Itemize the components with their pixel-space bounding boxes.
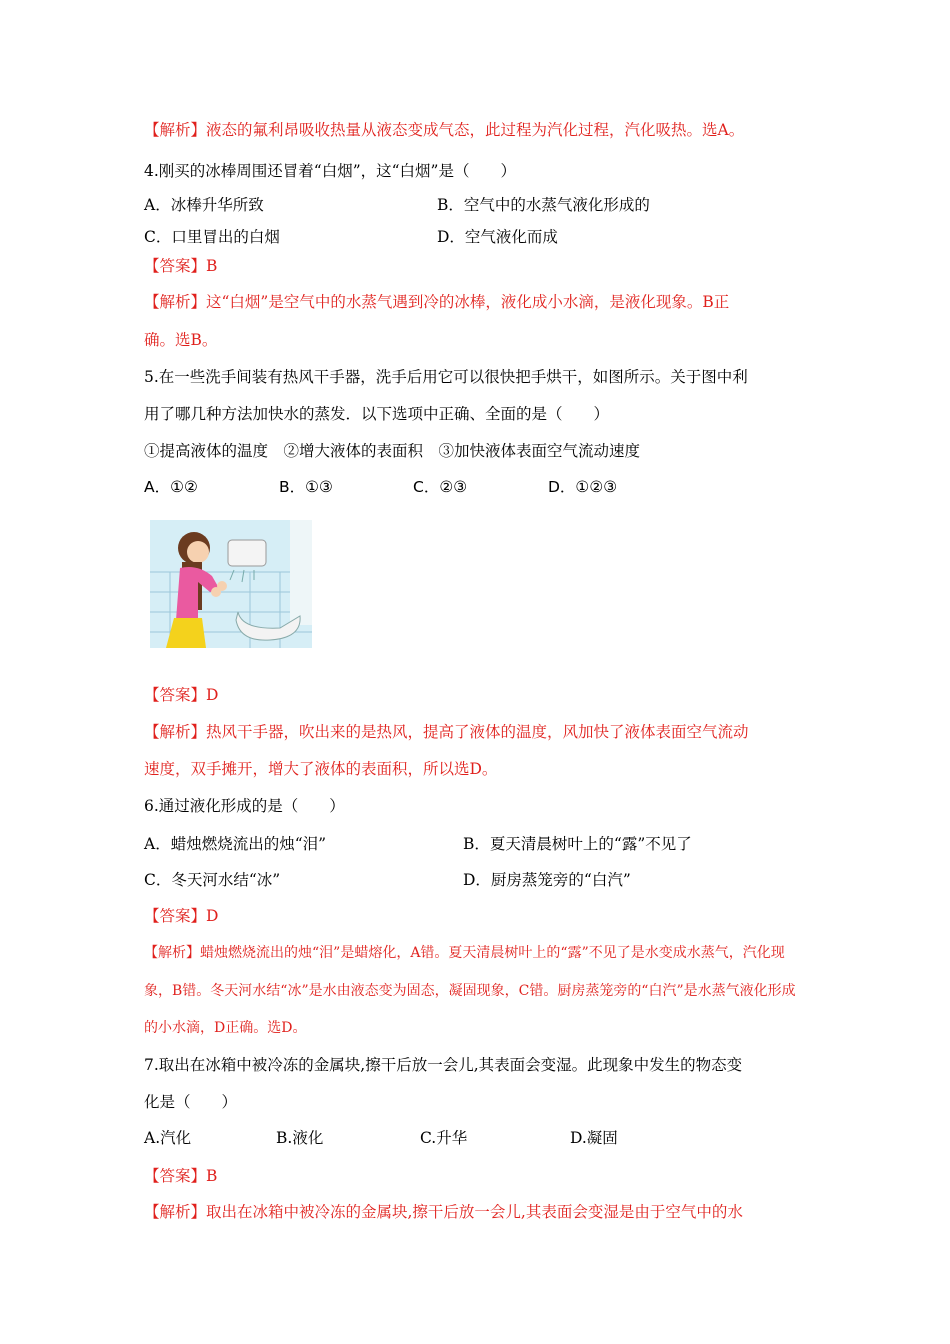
q5-analysis-line1: 【解析】热风干手器，吹出来的是热风，提高了液体的温度，风加快了液体表面空气流动 [144, 723, 749, 741]
q6-option-d: D．厨房蒸笼旁的“白汽” [463, 871, 631, 889]
q7-option-d: D.凝固 [570, 1129, 618, 1147]
q5-option-b: B．①③ [279, 478, 333, 496]
q4-answer: 【答案】B [144, 257, 218, 275]
q5-analysis-line2: 速度，双手摊开，增大了液体的表面积，所以选D。 [144, 760, 498, 778]
q7-option-c: C.升华 [420, 1129, 468, 1147]
q4-analysis-line1: 【解析】这“白烟”是空气中的水蒸气遇到冷的冰棒，液化成小水滴，是液化现象。B正 [144, 293, 730, 311]
q6-option-b: B．夏天清晨树叶上的“露”不见了 [463, 835, 692, 853]
q7-stem-line1: 7.取出在冰箱中被冷冻的金属块,擦干后放一会儿,其表面会变湿。此现象中发生的物态变 [144, 1056, 743, 1074]
q5-answer: 【答案】D [144, 686, 219, 704]
q6-analysis-line2: 象，B错。冬天河水结“冰”是水由液态变为固态，凝固现象，C错。厨房蒸笼旁的“白汽”是水蒸气液化形成 [144, 983, 796, 999]
q6-option-a: A．蜡烛燃烧流出的烛“泪” [144, 835, 327, 853]
q6-option-c: C．冬天河水结“冰” [144, 871, 281, 889]
q7-option-b: B.液化 [276, 1129, 324, 1147]
q4-option-d: D．空气液化而成 [437, 228, 558, 246]
q5-methods: ①提高液体的温度 ②增大液体的表面积 ③加快液体表面空气流动速度 [144, 442, 641, 460]
q4-stem: 4.刚买的冰棒周围还冒着“白烟”，这“白烟”是（ ） [144, 162, 516, 180]
q5-option-a: A．①② [144, 478, 198, 496]
q7-stem-line2: 化是（ ） [144, 1093, 238, 1111]
q4-option-b: B．空气中的水蒸气液化形成的 [437, 196, 650, 214]
q7-analysis-line1: 【解析】取出在冰箱中被冷冻的金属块,擦干后放一会儿,其表面会变湿是由于空气中的水 [144, 1203, 743, 1221]
hand-dryer-illustration [150, 520, 312, 648]
q4-option-c: C．口里冒出的白烟 [144, 228, 280, 246]
q5-option-d: D．①②③ [548, 478, 618, 496]
q6-analysis-line3: 的小水滴，D正确。选D。 [144, 1020, 307, 1036]
q4-option-a: A．冰棒升华所致 [144, 196, 264, 214]
q5-stem-line2: 用了哪几种方法加快水的蒸发．以下选项中正确、全面的是（ ） [144, 405, 610, 423]
q7-option-a: A.汽化 [144, 1129, 192, 1147]
q4-analysis-line2: 确。选B。 [144, 331, 218, 349]
q6-analysis-line1: 【解析】蜡烛燃烧流出的烛“泪”是蜡熔化，A错。夏天清晨树叶上的“露”不见了是水变成水蒸气，汽化现 [144, 945, 785, 961]
q3-analysis: 【解析】液态的氟利昂吸收热量从液态变成气态，此过程为汽化过程，汽化吸热。选A。 [144, 121, 745, 139]
q6-stem: 6.通过液化形成的是（ ） [144, 797, 345, 815]
q6-answer: 【答案】D [144, 907, 219, 925]
q5-stem-line1: 5.在一些洗手间装有热风干手器，洗手后用它可以很快把手烘干，如图所示。关于图中利 [144, 368, 748, 386]
q7-answer: 【答案】B [144, 1167, 218, 1185]
q5-option-c: C．②③ [413, 478, 468, 496]
